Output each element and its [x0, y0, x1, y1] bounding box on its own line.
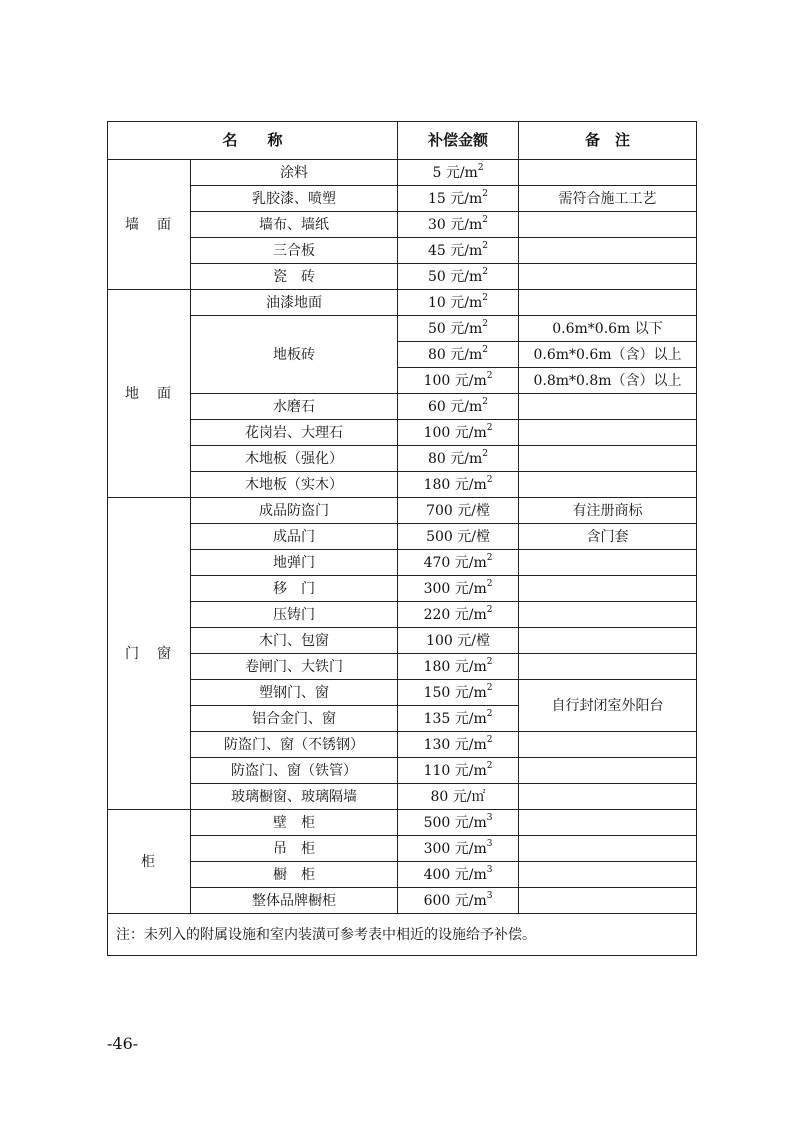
table-row — [108, 758, 697, 784]
item-remark — [519, 550, 697, 576]
table-row — [108, 550, 697, 576]
item-name: 橱 柜 — [191, 862, 398, 888]
item-name: 整体品牌橱柜 — [191, 888, 398, 914]
item-amount: 10 元$/m^2$ — [398, 290, 519, 316]
item-remark — [519, 732, 697, 758]
item-name: 瓷 砖 — [191, 264, 398, 290]
item-amount: 600 元$/m^3$ — [398, 888, 519, 914]
table-row — [108, 316, 697, 342]
item-remark: 0.6m*0.6m 以下 — [519, 316, 697, 342]
item-amount: 50 元$/m^2$ — [398, 264, 519, 290]
item-name: 压铸门 — [191, 602, 398, 628]
item-name: 塑钢门、窗 — [191, 680, 398, 706]
item-name: 油漆地面 — [191, 290, 398, 316]
table-row — [108, 602, 697, 628]
item-name: 水磨石 — [191, 394, 398, 420]
item-remark: 0.6m*0.6m（含）以上 — [519, 342, 697, 368]
table-row — [108, 472, 697, 498]
item-name: 涂料 — [191, 160, 398, 186]
item-remark — [519, 238, 697, 264]
table-row — [108, 524, 697, 550]
item-amount: 135 元$/m^2$ — [398, 706, 519, 732]
item-remark — [519, 888, 697, 914]
item-name: 木地板（强化） — [191, 446, 398, 472]
item-remark: 含门套 — [519, 524, 697, 550]
item-remark — [519, 654, 697, 680]
table-row — [108, 420, 697, 446]
item-name: 木门、包窗 — [191, 628, 398, 654]
item-remark — [519, 446, 697, 472]
header-name: 名 称 — [108, 122, 398, 160]
category-wall: 墙 面 — [108, 160, 191, 290]
item-remark — [519, 758, 697, 784]
item-remark — [519, 836, 697, 862]
item-remark — [519, 290, 697, 316]
table-row — [108, 654, 697, 680]
item-amount: 45 元$/m^2$ — [398, 238, 519, 264]
item-remark — [519, 576, 697, 602]
item-remark — [519, 212, 697, 238]
table-row — [108, 836, 697, 862]
item-amount: 300 元$/m^2$ — [398, 576, 519, 602]
category-doors-windows: 门 窗 — [108, 498, 191, 810]
item-name: 成品门 — [191, 524, 398, 550]
item-name: 卷闸门、大铁门 — [191, 654, 398, 680]
item-amount: 80 元/㎡ — [398, 784, 519, 810]
item-name: 防盗门、窗（不锈钢） — [191, 732, 398, 758]
table-row — [108, 732, 697, 758]
item-amount: 50 元$/m^2$ — [398, 316, 519, 342]
item-amount: 470 元$/m^2$ — [398, 550, 519, 576]
item-remark: 自行封闭室外阳台 — [519, 680, 697, 732]
item-name: 移 门 — [191, 576, 398, 602]
header-amount: 补偿金额 — [398, 122, 519, 160]
item-amount: 100 元$/m^2$ — [398, 368, 519, 394]
compensation-table — [107, 121, 697, 956]
item-amount: 400 元$/m^3$ — [398, 862, 519, 888]
table-row — [108, 212, 697, 238]
item-name: 地弹门 — [191, 550, 398, 576]
item-remark: 0.8m*0.8m（含）以上 — [519, 368, 697, 394]
footnote: 注：未列入的附属设施和室内装潢可参考表中相近的设施给予补偿。 — [108, 914, 697, 956]
item-remark — [519, 784, 697, 810]
header-remark: 备 注 — [519, 122, 697, 160]
item-name: 铝合金门、窗 — [191, 706, 398, 732]
item-amount: 150 元$/m^2$ — [398, 680, 519, 706]
table-row — [108, 862, 697, 888]
table-row — [108, 160, 697, 186]
item-amount: 5 元$/m^2$ — [398, 160, 519, 186]
item-amount: 80 元$/m^2$ — [398, 446, 519, 472]
table-row — [108, 394, 697, 420]
item-name: 乳胶漆、喷塑 — [191, 186, 398, 212]
item-remark — [519, 264, 697, 290]
table-row — [108, 186, 697, 212]
item-remark — [519, 628, 697, 654]
table-row — [108, 576, 697, 602]
item-remark — [519, 394, 697, 420]
item-amount: 80 元$/m^2$ — [398, 342, 519, 368]
item-remark — [519, 160, 697, 186]
table-row — [108, 290, 697, 316]
item-remark — [519, 602, 697, 628]
table-row — [108, 238, 697, 264]
table-row — [108, 264, 697, 290]
item-name: 墙布、墙纸 — [191, 212, 398, 238]
footnote-row — [108, 914, 697, 956]
table-row — [108, 498, 697, 524]
item-amount: 110 元$/m^2$ — [398, 758, 519, 784]
item-name: 花岗岩、大理石 — [191, 420, 398, 446]
item-name: 三合板 — [191, 238, 398, 264]
item-amount: 220 元$/m^2$ — [398, 602, 519, 628]
category-cabinet: 柜 — [108, 810, 191, 914]
item-name: 吊 柜 — [191, 836, 398, 862]
item-remark: 需符合施工工艺 — [519, 186, 697, 212]
table-row — [108, 784, 697, 810]
item-amount: 130 元$/m^2$ — [398, 732, 519, 758]
page-number: -46- — [107, 1034, 139, 1053]
item-amount: 100 元$/m^2$ — [398, 420, 519, 446]
item-name: 玻璃橱窗、玻璃隔墙 — [191, 784, 398, 810]
item-amount: 500 元$/m^3$ — [398, 810, 519, 836]
item-amount: 60 元$/m^2$ — [398, 394, 519, 420]
item-remark — [519, 810, 697, 836]
table-row — [108, 810, 697, 836]
item-amount: 300 元$/m^3$ — [398, 836, 519, 862]
item-remark — [519, 420, 697, 446]
item-name: 成品防盗门 — [191, 498, 398, 524]
item-remark — [519, 862, 697, 888]
item-name: 地板砖 — [191, 316, 398, 394]
item-remark: 有注册商标 — [519, 498, 697, 524]
item-amount: 15 元$/m^2$ — [398, 186, 519, 212]
item-name: 防盗门、窗（铁管） — [191, 758, 398, 784]
item-amount: 100 元/樘 — [398, 628, 519, 654]
table-row — [108, 888, 697, 914]
category-floor: 地 面 — [108, 290, 191, 498]
item-name: 木地板（实木） — [191, 472, 398, 498]
item-amount: 180 元$/m^2$ — [398, 472, 519, 498]
item-remark — [519, 472, 697, 498]
item-name: 壁 柜 — [191, 810, 398, 836]
item-amount: 700 元/樘 — [398, 498, 519, 524]
header-row — [108, 122, 697, 160]
item-amount: 30 元$/m^2$ — [398, 212, 519, 238]
table-row — [108, 680, 697, 706]
item-amount: 500 元/樘 — [398, 524, 519, 550]
item-amount: 180 元$/m^2$ — [398, 654, 519, 680]
table-row — [108, 628, 697, 654]
table-row — [108, 446, 697, 472]
